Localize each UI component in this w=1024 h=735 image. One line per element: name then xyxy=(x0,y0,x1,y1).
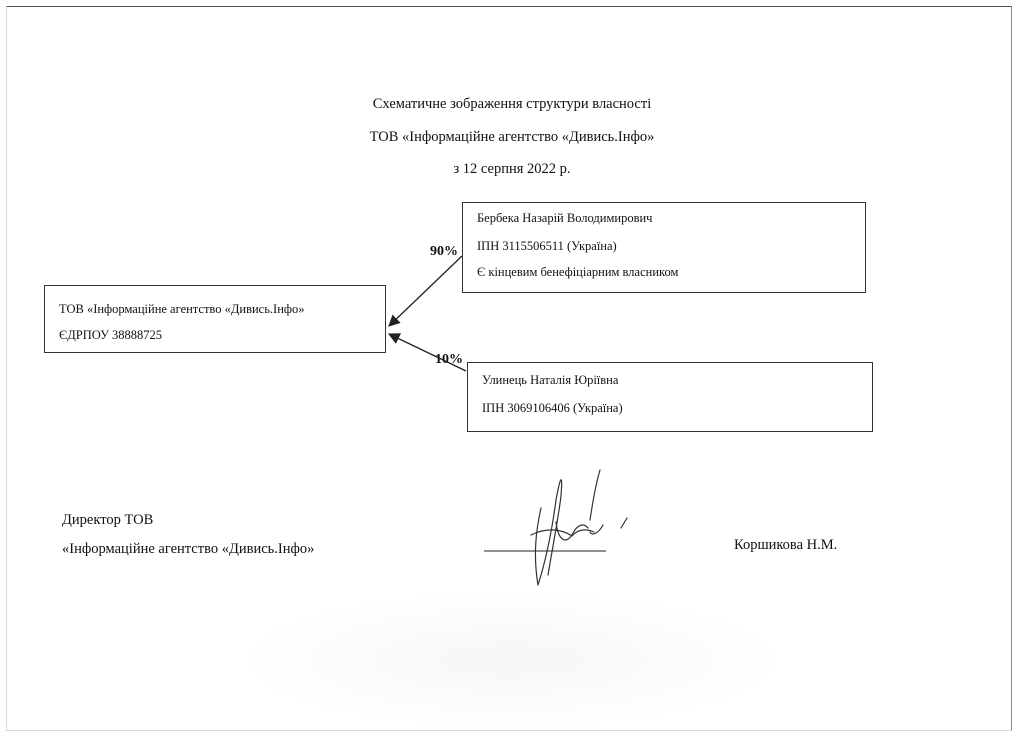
share-label-2: 10% xyxy=(435,352,463,367)
share-label-1: 90% xyxy=(430,244,458,259)
owner-1-name: Бербека Назарій Володимирович xyxy=(477,211,653,225)
effective-date: з 12 серпня 2022 р. xyxy=(453,161,571,177)
owner-2-tax-id: ІПН 3069106406 (Україна) xyxy=(482,401,623,415)
document-title: Схематичне зображення структури власності xyxy=(372,96,652,112)
owner-1-tax-id: ІПН 3115506511 (Україна) xyxy=(477,239,617,253)
director-company: «Інформаційне агентство «Дивись.Інфо» xyxy=(62,541,315,557)
ownership-arrow-1 xyxy=(389,256,462,326)
handwritten-signature xyxy=(531,470,627,585)
owner-2-name: Улинець Наталія Юріївна xyxy=(482,373,619,387)
ownership-arrow-2 xyxy=(389,334,466,371)
company-name: ТОВ «Інформаційне агентство «Дивись.Інфо» xyxy=(59,302,305,316)
director-title: Директор ТОВ xyxy=(62,512,154,528)
company-code: ЄДРПОУ 38888725 xyxy=(59,328,163,342)
owner-1-beneficiary-note: Є кінцевим бенефіціарним власником xyxy=(477,265,679,279)
company-title: ТОВ «Інформаційне агентство «Дивись.Інфо» xyxy=(369,129,655,145)
signer-name: Коршикова Н.М. xyxy=(734,537,838,553)
